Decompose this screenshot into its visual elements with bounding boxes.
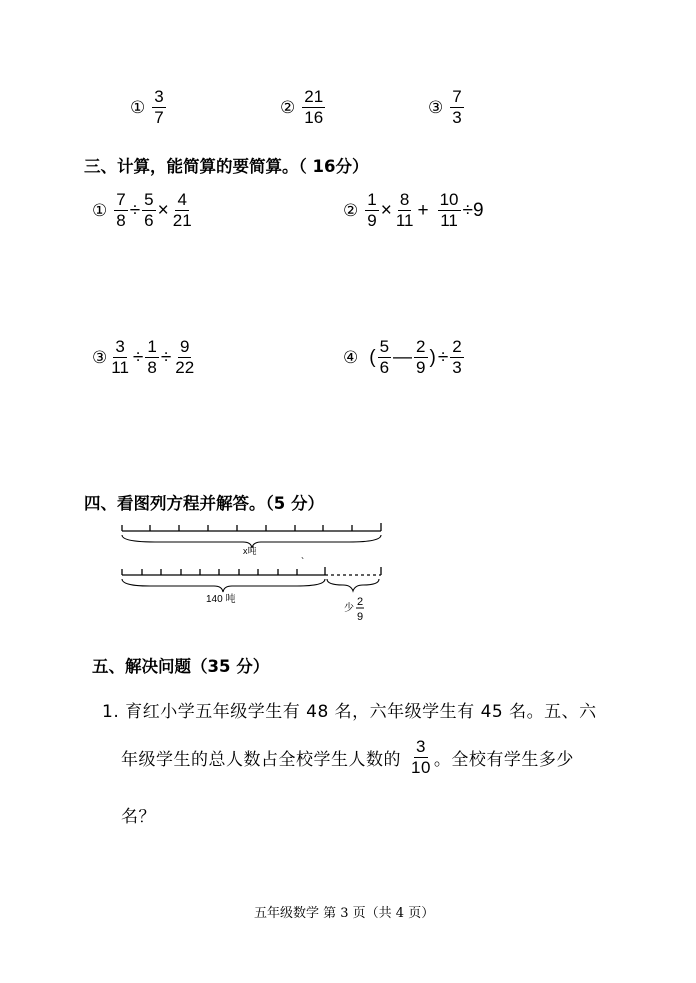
less-brace: [327, 579, 379, 591]
option-3: [428, 88, 465, 127]
operator: —: [393, 346, 413, 368]
close-paren: ): [429, 346, 436, 368]
fraction: $\frac{3}{11}$: [111, 337, 129, 377]
option-marker: ③: [428, 97, 444, 118]
fraction: $\frac{3}{7}$: [154, 87, 164, 127]
top-label: x吨: [243, 546, 257, 556]
fraction: $\frac{10}{11}$: [439, 190, 459, 230]
stray-mark: 、: [301, 551, 309, 560]
open-paren: (: [369, 346, 376, 368]
fraction: $\frac{8}{11}$: [395, 190, 414, 230]
question-text: 。全校有学生多少: [433, 750, 574, 770]
option-2: [280, 88, 326, 127]
fraction: $\frac{7}{8}$: [116, 190, 126, 230]
section4-heading: 四、看图列方程并解答。（5 分）: [84, 494, 324, 513]
line-segment-diagram: [115, 515, 395, 630]
top-bar-ticks: [122, 523, 381, 531]
problem-marker: ②: [343, 200, 359, 221]
problem-1: [92, 191, 195, 230]
fraction: $\frac{2}{9}$: [416, 337, 426, 377]
question-1-line1: [102, 697, 597, 722]
question-number: 1.: [102, 702, 120, 722]
operator: ×: [157, 199, 169, 221]
operator: ÷: [160, 346, 172, 368]
operator: ×: [380, 199, 392, 221]
option-1: [130, 88, 167, 127]
problem-marker: ③: [92, 347, 108, 368]
operator: +: [417, 199, 429, 221]
bottom-label: 140 吨: [206, 594, 236, 605]
question-1-line2: [121, 738, 574, 777]
less-fraction-num: 2: [357, 596, 364, 608]
less-fraction-den: 9: [357, 611, 364, 623]
question-text: 育红小学五年级学生有 48 名，六年级学生有 45 名。五、六: [125, 702, 597, 722]
bottom-bar-ticks: [122, 567, 381, 575]
problem-4: [343, 338, 465, 377]
fraction: $\frac{3}{10}$: [411, 737, 431, 777]
question-1-line3: 名？: [121, 807, 156, 827]
operator: ÷: [129, 199, 141, 221]
problem-3: [92, 338, 197, 377]
fraction: $\frac{5}{6}$: [144, 190, 154, 230]
operator: ÷: [437, 346, 449, 368]
section5-heading: 五、解决问题（35 分）: [92, 657, 270, 676]
bottom-brace: [122, 579, 325, 592]
fraction: $\frac{5}{6}$: [379, 337, 390, 377]
fraction: $\frac{9}{22}$: [175, 337, 195, 377]
fraction: $\frac{1}{9}$: [367, 190, 377, 230]
page-footer: 五年级数学 第 3 页（共 4 页）: [254, 906, 435, 921]
option-marker: ①: [130, 97, 146, 118]
problem-marker: ④: [343, 347, 359, 368]
less-label: 少: [344, 603, 354, 614]
fraction: $\frac{7}{3}$: [452, 87, 462, 127]
operator: ÷9: [462, 199, 484, 221]
fraction: $\frac{4}{21}$: [172, 190, 192, 230]
fraction: $\frac{2}{3}$: [452, 337, 462, 377]
question-text: 年级学生的总人数占全校学生人数的: [121, 750, 401, 770]
fraction: $\frac{21}{16}$: [304, 87, 324, 127]
fraction: $\frac{1}{8}$: [147, 337, 157, 377]
section3-heading: 三、计算，能简算的要简算。（ 16分）: [84, 157, 369, 176]
problem-marker: ①: [92, 200, 108, 221]
option-marker: ②: [280, 97, 296, 118]
operator: ÷: [132, 346, 144, 368]
problem-2: [343, 191, 485, 230]
